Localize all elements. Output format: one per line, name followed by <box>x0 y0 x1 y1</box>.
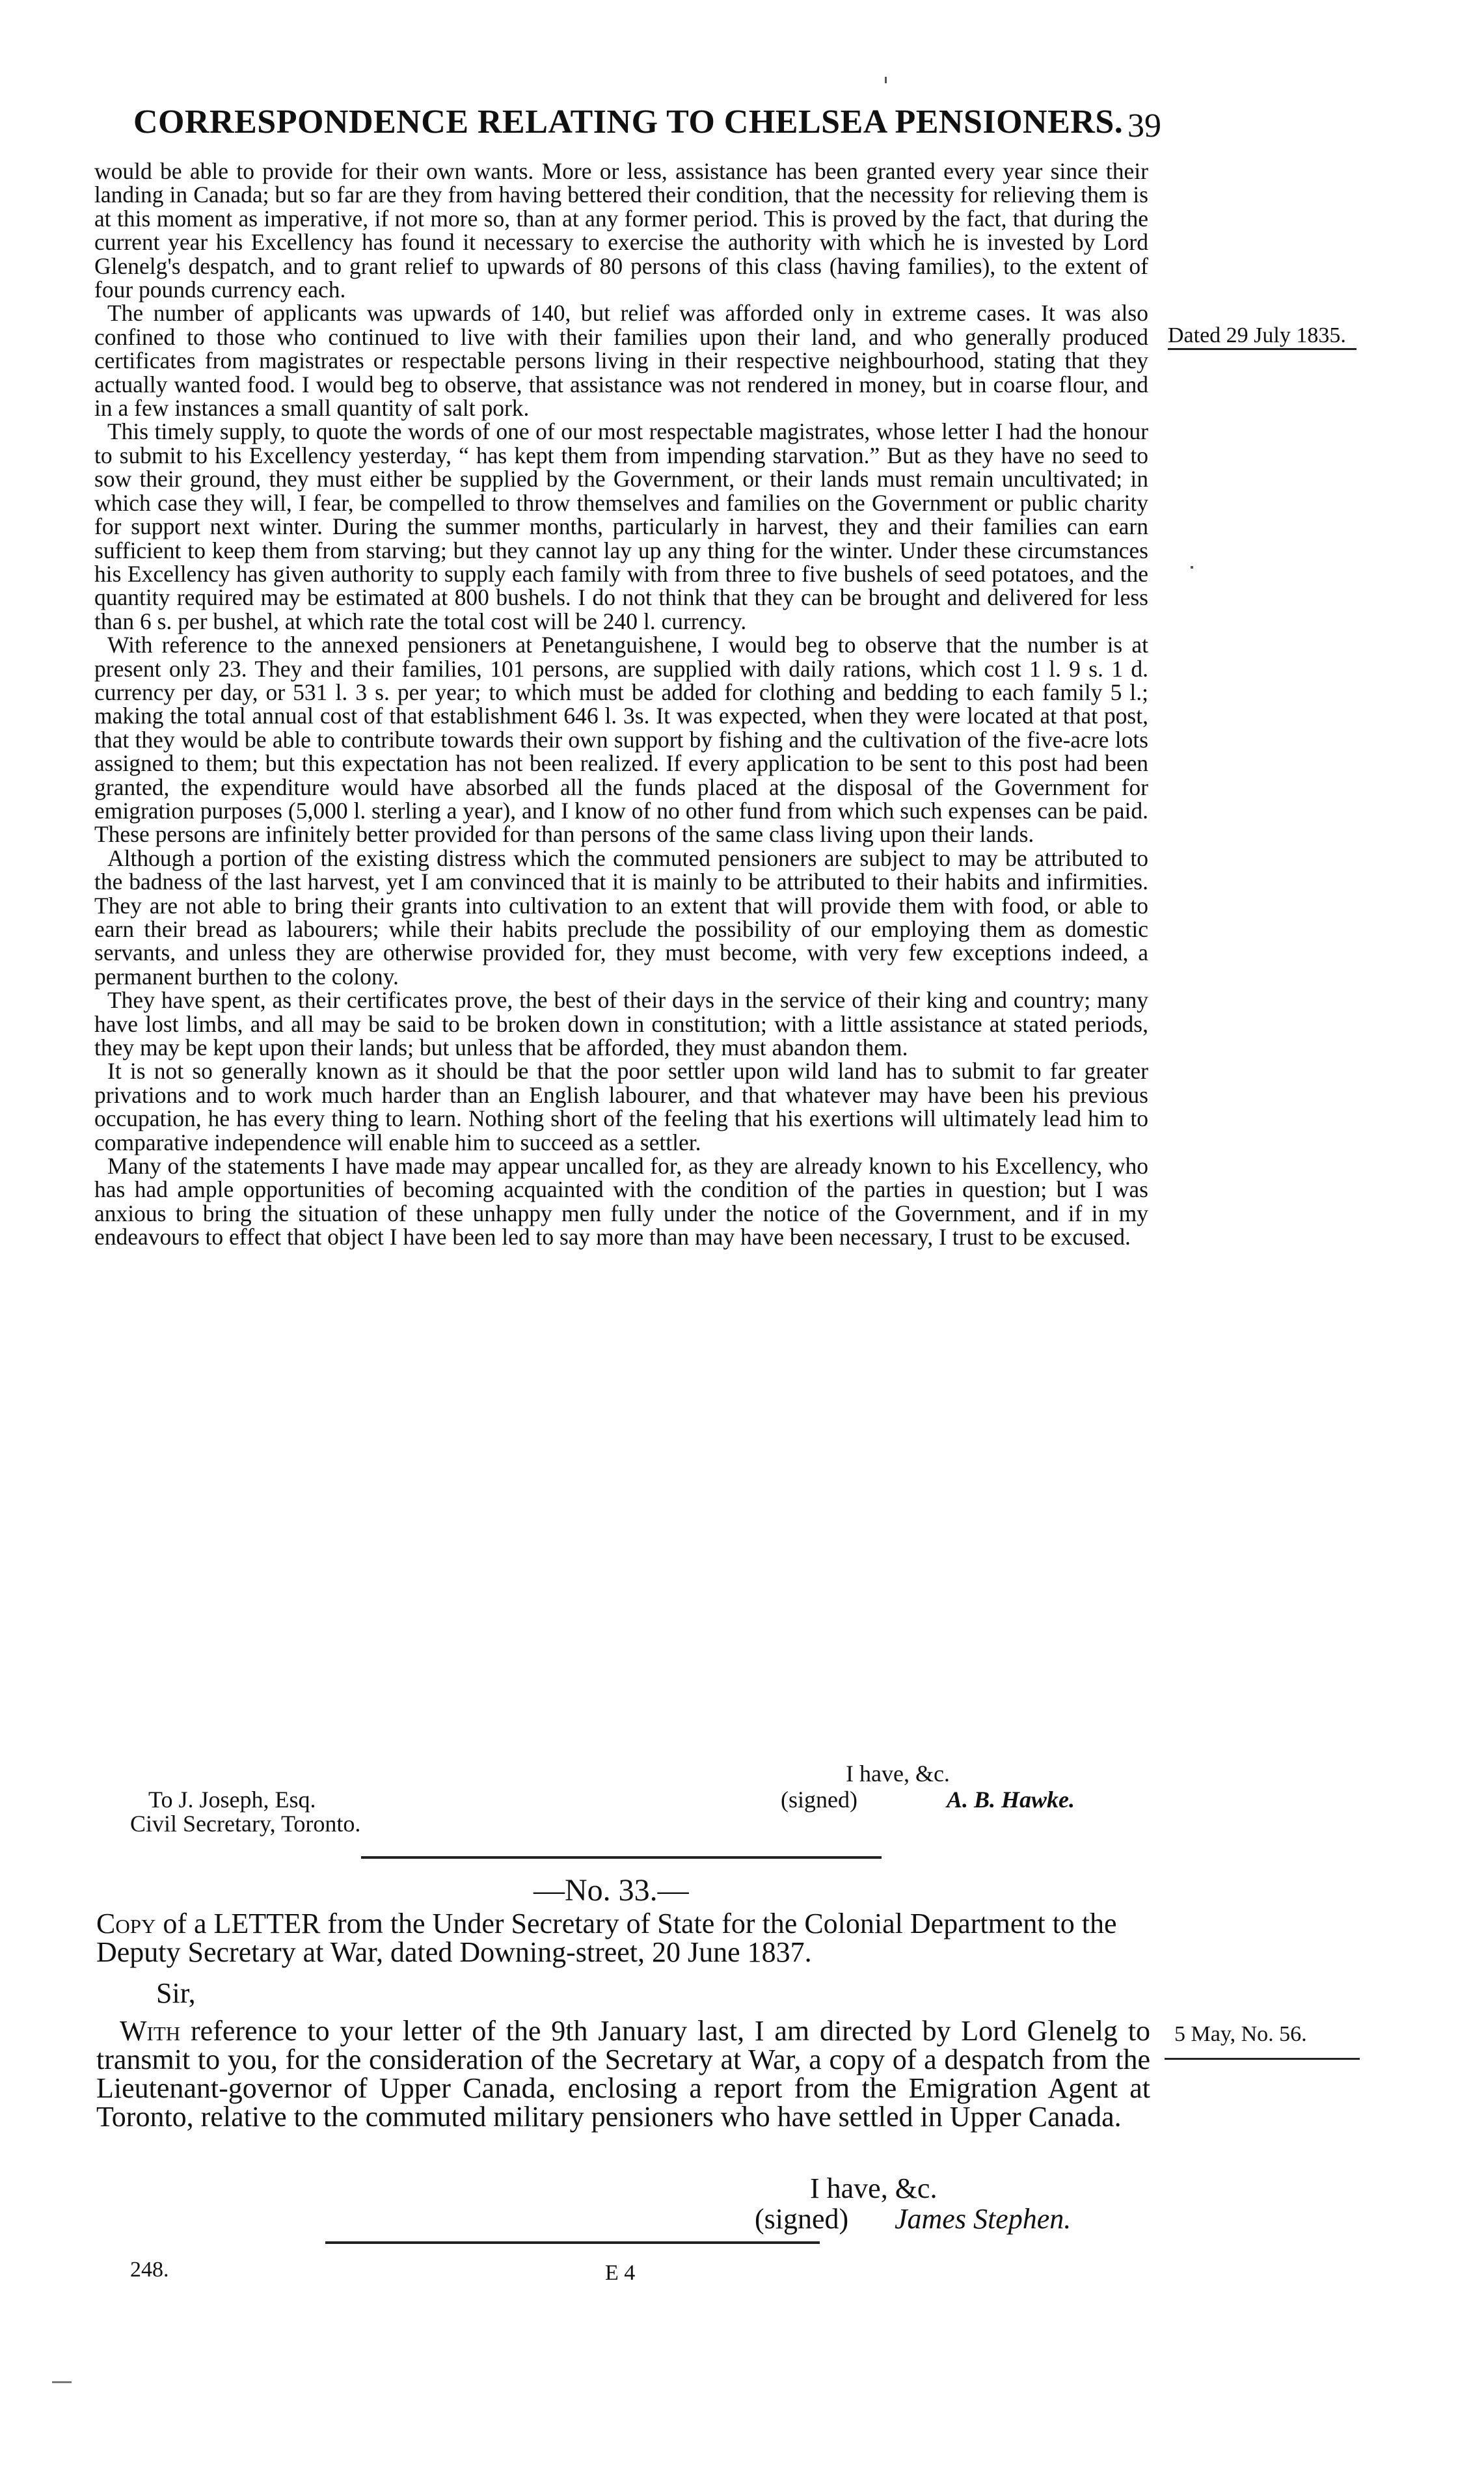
footer-number: 248. <box>130 2258 169 2282</box>
document-number: —No. 33.— <box>533 1873 689 1908</box>
body-paragraph: They have spent, as their certificates prove, the best of their days in the service of their king and country; many have lost limbs, and all may be said to be broken down in constitution; with a little assistance at stated periods, they may be kept upon their lands; but unless that be afforded, they must abandon them. <box>94 987 1148 1061</box>
stray-mark <box>885 77 887 83</box>
signatory-name: A. B. Hawke. <box>947 1787 1075 1813</box>
letter-heading <box>96 1910 1150 1967</box>
page-header <box>133 98 1161 150</box>
body-paragraph: would be able to provide for their own wants. More or less, assistance has been granted every year since their landing in Canada; but so far are they from having bettered their condition, that the necessity for relieving them is at this moment as imperative, if not more so, than at any former period. This is proved by the fact, that during the current year his Excellency has found it necessary to exercise the authority with which he is invested by Lord Glenelg's despatch, and to grant relief to upwards of 80 persons of this class (having families), to the extent of four pounds currency each. <box>94 158 1148 303</box>
body-paragraph: Many of the statements I have made may appear uncalled for, as they are already known to his Excellency, who has had ample opportunities of becoming acquainted with the condition of the parties in question; but I was anxious to bring the situation of these unhappy men fully under the notice of the Government, and if in my endeavours to effect that object I have been led to say more than may have been necessary, I trust to be excused. <box>94 1153 1148 1250</box>
body-paragraph: This timely supply, to quote the words of one of our most respectable magistrates, whose letter I had the honour to submit to his Excellency yesterday, “ has kept them from impending starvation.” But as they have no seed to sow their ground, they must either be supplied by the Government, or their lands must remain uncultivated; in which case they will, I fear, be compelled to throw themselves and families on the Government or public charity for support next winter. During the summer months, particularly in harvest, they and their families can earn sufficient to keep them from starving; but they cannot lay up any thing for the winter. Under these circumstances his Excellency has given authority to supply each family with from three to five bushels of seed potatoes, and the quantity required may be estimated at 800 bushels. I do not think that they can be brought and delivered for less than 6 s. per bushel, at which rate the total cost will be 240 l. currency. <box>94 418 1148 634</box>
letter-body-text <box>94 159 1148 1249</box>
body-paragraph: It is not so generally known as it should be that the poor settler upon wild land has to submit to far greater privations and to work much harder than an English labourer, and that whatever may have been his previous occupation, he has every thing to learn. Nothing short of the feeling that his exertions will ultimately lead him to comparative independence will enable him to succeed as a settler. <box>94 1058 1148 1155</box>
bottom-rule <box>325 2241 820 2244</box>
stray-mark <box>52 2381 72 2383</box>
addressee-line: To J. Joseph, Esq. <box>148 1787 316 1813</box>
signature-mark: E 4 <box>605 2261 636 2285</box>
closing-phrase: I have, &c. <box>810 2172 938 2204</box>
margin-note-reference: 5 May, No. 56. <box>1174 2022 1307 2046</box>
page-number: 39 <box>1127 107 1161 144</box>
body-paragraph: Although a portion of the existing distress which the commuted pensioners are subject to may be attributed to the badness of the last harvest, yet I am convinced that it is mainly to be attributed to their habits and infirmities. They are not able to bring their grants into cultivation to an extent that will provide them with food, or able to earn their bread as labourers; while their habits preclude the possibility of our employing them as domestic servants, and unless they are otherwise provided for, they must become, with very few exceptions indeed, a permanent burthen to the colony. <box>94 844 1148 990</box>
running-title: CORRESPONDENCE RELATING TO CHELSEA PENSIONERS. <box>133 103 1124 141</box>
heading-text: of a LETTER from the Under Secretary of State for the Colonial Department to the Deputy Secretary at War, dated Downing-street, 20 June 1837. <box>96 1908 1117 1968</box>
stray-mark <box>1191 566 1193 569</box>
heading-lead: Copy <box>96 1908 156 1939</box>
addressee-line: Civil Secretary, Toronto. <box>130 1811 361 1837</box>
signatory-name: James Stephen. <box>895 2203 1072 2235</box>
signed-label: (signed) <box>755 2203 849 2235</box>
margin-note-rule <box>1165 2058 1360 2060</box>
body-paragraph: The number of applicants was upwards of 140, but relief was afforded only in extreme cases. It was also confined to those who continued to live with their families upon their land, and who generally produced certificates from magistrates or respectable persons living in their respective neighbourhood, stating that they actually wanted food. I would beg to observe, that assistance was not rendered in money, but in coarse flour, and in a few instances a small quantity of salt pork. <box>94 300 1148 422</box>
signed-label: (signed) <box>781 1787 857 1813</box>
body-text: reference to your letter of the 9th January last, I am directed by Lord Glenelg to transmit to you, for the consideration of the Secretary at War, a copy of a despatch from the Lieutenant-governor of Upper Canada, enclosing a report from the Emigration Agent at Toronto, relative to the commuted military pensioners who have settled in Upper Canada. <box>96 2015 1150 2133</box>
section-divider <box>361 1856 882 1859</box>
salutation: Sir, <box>156 1977 196 2009</box>
body-lead: With <box>120 2015 181 2047</box>
margin-note-date: Dated 29 July 1835. <box>1168 323 1356 350</box>
letter-33-body <box>96 2017 1150 2131</box>
closing-phrase: I have, &c. <box>846 1761 950 1787</box>
body-paragraph: With reference to the annexed pensioners at Penetanguishene, I would beg to observe that the number is at present only 23. They and their families, 101 persons, are supplied with daily rations, which cost 1 l. 9 s. 1 d. currency per day, or 531 l. 3 s. per year; to which must be added for clothing and bedding to each family 5 l.; making the total annual cost of that establishment 646 l. 3s. It was expected, when they were located at that post, that they would be able to contribute towards their own support by fishing and the cultivation of the five-acre lots assigned to them; but this expectation has not been realized. If every application to be sent to this post had been granted, the expenditure would have absorbed all the funds placed at the disposal of the Government for emigration purposes (5,000 l. sterling a year), and I know of no other fund from which such expenses can be paid. These persons are infinitely better provided for than persons of the same class living upon their lands. <box>94 632 1148 848</box>
